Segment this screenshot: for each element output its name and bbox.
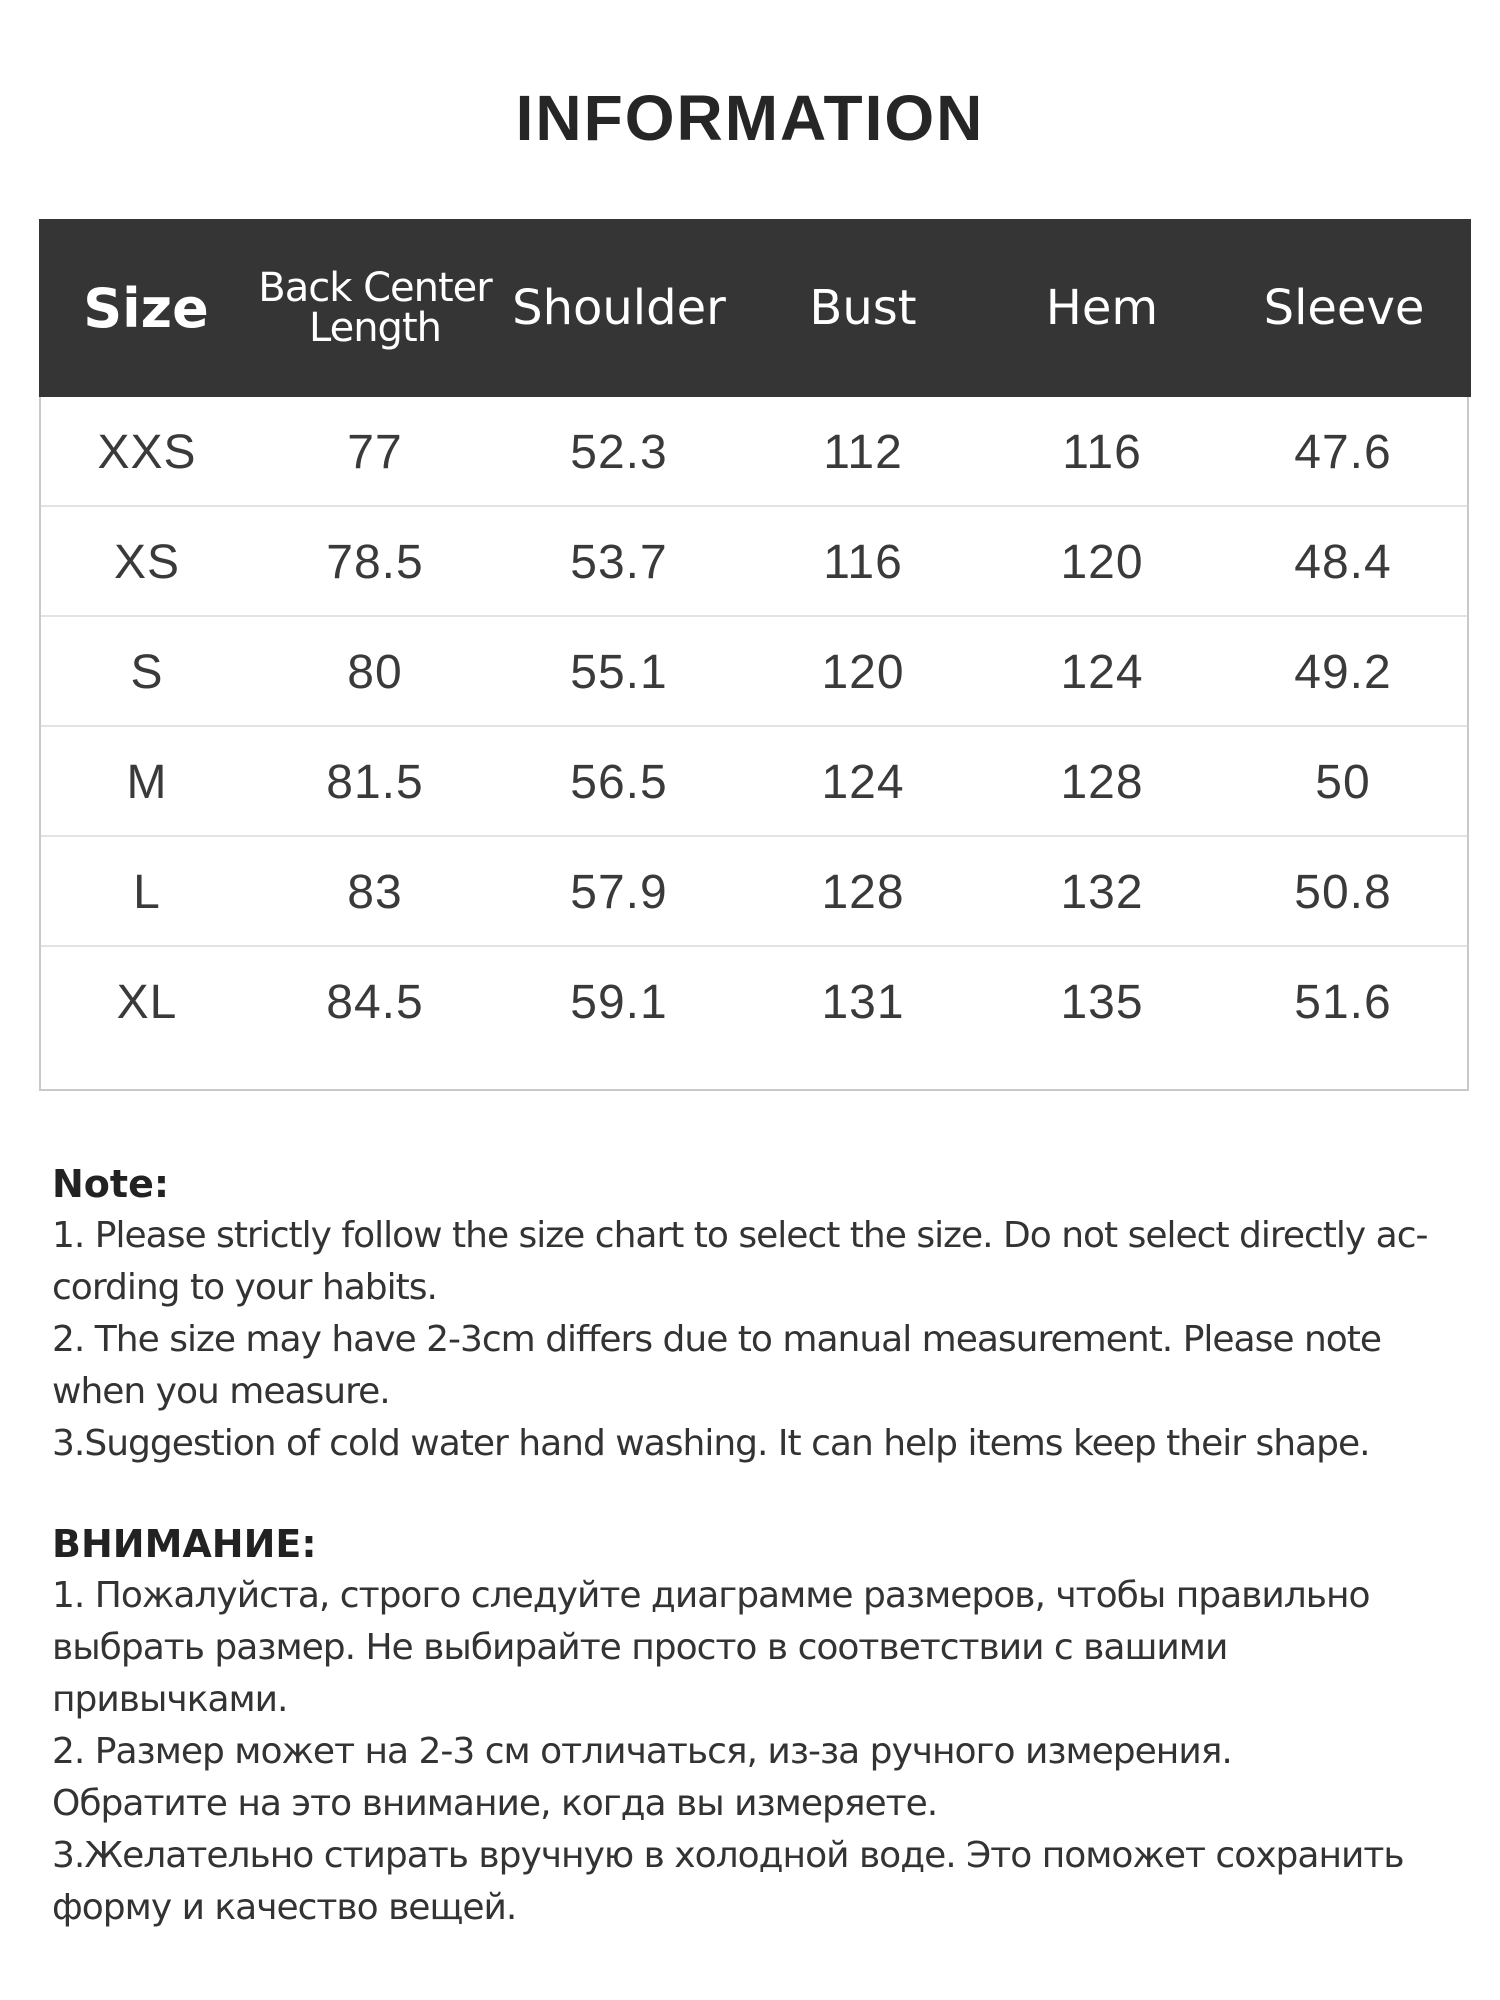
cell-size: L [133, 865, 161, 919]
cell-shoulder: 56.5 [570, 755, 668, 809]
header-bust: Bust [809, 280, 917, 336]
cell-size: XXS [97, 425, 197, 479]
cell-sleeve: 47.6 [1294, 425, 1392, 479]
note-line: 2. The size may have 2-3cm differs due to manual measurement. Please note [52, 1319, 1382, 1360]
table-row [41, 837, 1467, 947]
cell-bust: 120 [821, 645, 905, 699]
note-line: when you measure. [52, 1371, 390, 1412]
cell-size: M [126, 755, 168, 809]
note-line: 1. Please strictly follow the size chart to select the size. Do not select directly ac- [52, 1215, 1428, 1256]
cell-shoulder: 57.9 [570, 865, 668, 919]
cell-sleeve: 48.4 [1294, 535, 1392, 589]
cell-back-center-length: 77 [347, 425, 403, 479]
cell-hem: 132 [1060, 865, 1144, 919]
cell-bust: 116 [823, 535, 903, 589]
note-line: 3.Suggestion of cold water hand washing. It can help items keep their shape. [52, 1423, 1370, 1464]
header-hem: Hem [1045, 280, 1159, 336]
cell-sleeve: 49.2 [1294, 645, 1392, 699]
note-line: 3.Желательно стирать вручную в холодной воде. Это поможет сохранить [52, 1835, 1404, 1876]
cell-shoulder: 53.7 [570, 535, 668, 589]
header-shoulder: Shoulder [512, 280, 726, 336]
cell-back-center-length: 78.5 [326, 535, 424, 589]
cell-bust: 131 [821, 975, 905, 1029]
cell-hem: 124 [1060, 645, 1144, 699]
header-back-center-length [253, 219, 497, 397]
note-line: форму и качество вещей. [52, 1887, 517, 1928]
table-row [41, 617, 1467, 727]
table-row [41, 947, 1467, 1057]
cell-back-center-length: 80 [347, 645, 403, 699]
cell-bust: 128 [821, 865, 905, 919]
cell-shoulder: 59.1 [570, 975, 668, 1029]
page-title: INFORMATION [515, 82, 985, 154]
note-line: 2. Размер может на 2-3 см отличаться, из-за ручного измерения. [52, 1731, 1232, 1772]
cell-hem: 135 [1060, 975, 1144, 1029]
cell-sleeve: 50 [1315, 755, 1371, 809]
cell-size: XL [116, 975, 178, 1029]
note-line: 1. Пожалуйста, строго следуйте диаграмме размеров, чтобы правильно [52, 1575, 1370, 1616]
note-heading: Note: [52, 1162, 170, 1206]
note-english [52, 1158, 1472, 1470]
cell-size: S [130, 645, 164, 699]
note-line: cording to your habits. [52, 1267, 437, 1308]
header-size: Size [83, 276, 209, 340]
header-sleeve: Sleeve [1263, 280, 1425, 336]
cell-hem: 116 [1062, 425, 1142, 479]
table-row [41, 507, 1467, 617]
cell-sleeve: 50.8 [1294, 865, 1392, 919]
note-heading: ВНИМАНИЕ: [52, 1522, 317, 1566]
cell-bust: 112 [823, 425, 903, 479]
header-back-center-line1: Back Center [258, 265, 492, 311]
note-line: выбрать размер. Не выбирайте просто в соответствии с вашими [52, 1627, 1228, 1668]
table-row [41, 727, 1467, 837]
cell-back-center-length: 83 [347, 865, 403, 919]
cell-bust: 124 [821, 755, 905, 809]
cell-hem: 120 [1060, 535, 1144, 589]
table-row [41, 397, 1467, 507]
size-table [39, 219, 1469, 1091]
cell-hem: 128 [1060, 755, 1144, 809]
cell-sleeve: 51.6 [1294, 975, 1392, 1029]
cell-shoulder: 52.3 [570, 425, 668, 479]
cell-back-center-length: 81.5 [326, 755, 424, 809]
cell-size: XS [113, 535, 181, 589]
header-back-center-line2: Length [309, 305, 441, 351]
table-header [39, 219, 1471, 397]
cell-back-center-length: 84.5 [326, 975, 424, 1029]
note-line: Обратите на это внимание, когда вы измеряете. [52, 1783, 938, 1824]
cell-shoulder: 55.1 [570, 645, 668, 699]
note-russian [52, 1518, 1472, 1934]
note-line: привычками. [52, 1679, 288, 1720]
